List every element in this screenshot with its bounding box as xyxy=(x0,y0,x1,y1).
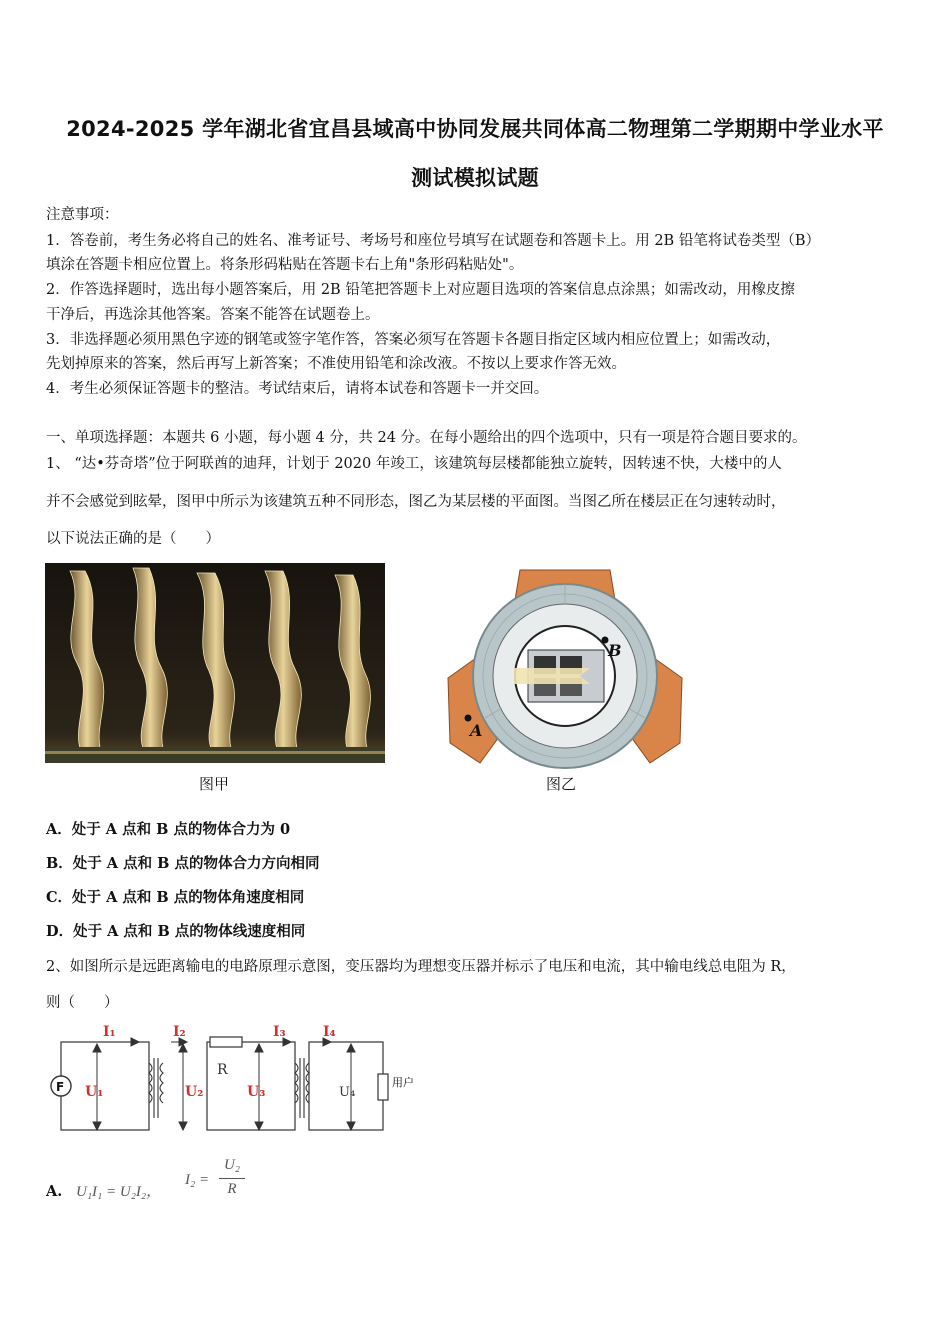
fraction-bar xyxy=(219,1178,245,1179)
q1-option-a[interactable]: A．处于 A 点和 B 点的物体合力为 0 xyxy=(46,821,291,838)
q1-text: 以下说法正确的是（ ） xyxy=(46,531,220,547)
notice-line: 干净后，再选涂其他答案。答案不能答在试题卷上。 xyxy=(46,307,380,323)
current-i2: I₂ xyxy=(173,1024,186,1040)
generator-label: F xyxy=(56,1080,65,1094)
tower-photo xyxy=(45,563,385,763)
title-line-1: 2024-2025 学年湖北省宜昌县域高中协同发展共同体高二物理第二学期期中学业水平 xyxy=(66,117,884,141)
section-heading: 一、单项选择题：本题共 6 小题，每小题 4 分，共 24 分。在每小题给出的四个选项中，只有一项是符合题目要求的。 xyxy=(46,430,807,446)
notice-line: 填涂在答题卡相应位置上。将条形码粘贴在答题卡右上角"条形码粘贴处"。 xyxy=(46,257,524,273)
q2-option-a-numerator: U₂ xyxy=(223,1157,241,1173)
q1-option-c[interactable]: C．处于 A 点和 B 点的物体角速度相同 xyxy=(46,889,305,906)
resistor-label: R xyxy=(217,1062,228,1078)
notice-line: 2．作答选择题时，选出每小题答案后，用 2B 铅笔把答题卡上对应题目选项的答案信息点涂黑；如需改动，用橡皮擦 xyxy=(46,282,795,298)
q1-option-b[interactable]: B．处于 A 点和 B 点的物体合力方向相同 xyxy=(46,855,320,872)
q2-text: 2、如图所示是远距离输电的电路原理示意图，变压器均为理想变压器并标示了电压和电流，其中输电线总电阻为 R， xyxy=(46,959,796,975)
user-label: 用户 xyxy=(392,1076,414,1089)
notice-line: 3．非选择题必须用黑色字迹的钢笔或签字笔作答，答案必须写在答题卡各题目指定区域内相应位置上；如需改动， xyxy=(46,332,781,348)
notice-heading: 注意事项： xyxy=(46,207,119,223)
floor-plan xyxy=(440,558,690,773)
q1-option-d[interactable]: D．处于 A 点和 B 点的物体线速度相同 xyxy=(46,923,306,940)
q2-option-a-formula2-lhs: I₂ = xyxy=(185,1172,210,1188)
circuit-diagram xyxy=(45,1018,415,1138)
fig-a-caption: 图甲 xyxy=(199,775,230,793)
notice-line: 1．答卷前，考生务必将自己的姓名、准考证号、考场号和座位号填写在试题卷和答题卡上。用 2B 铅笔将试卷类型（B） xyxy=(46,233,820,249)
q2-option-a-formula1: U₁I₁ = U₂I₂， xyxy=(76,1184,162,1200)
notice-line: 先划掉原来的答案，然后再写上新答案；不准使用铅笔和涂改液。不按以上要求作答无效。 xyxy=(46,356,626,372)
title-line-2: 测试模拟试题 xyxy=(411,166,539,190)
point-b-label: B xyxy=(608,641,622,660)
current-i1: I₁ xyxy=(103,1024,116,1040)
voltage-u2: U₂ xyxy=(185,1084,204,1100)
q1-text: 并不会感觉到眩晕，图甲中所示为该建筑五种不同形态，图乙为某层楼的平面图。当图乙所在楼层正在匀速转动时， xyxy=(46,494,786,510)
current-i4: I₄ xyxy=(323,1024,336,1040)
q1-text: 1、 “达•芬奇塔”位于阿联酋的迪拜，计划于 2020 年竣工，该建筑每层楼都能独立旋转，因转速不快，大楼中的人 xyxy=(46,456,782,472)
voltage-u4: U₄ xyxy=(339,1085,356,1100)
fig-b-caption: 图乙 xyxy=(546,775,577,793)
current-i3: I₃ xyxy=(273,1024,286,1040)
q2-text: 则（ ） xyxy=(46,995,119,1011)
voltage-u3: U₃ xyxy=(247,1084,266,1100)
point-a-label: A xyxy=(470,721,483,740)
q2-option-a-denominator: R xyxy=(227,1181,237,1197)
voltage-u1: U₁ xyxy=(85,1084,104,1100)
notice-line: 4．考生必须保证答题卡的整洁。考试结束后，请将本试卷和答题卡一并交回。 xyxy=(46,381,549,397)
q2-option-a-label[interactable]: A. xyxy=(46,1183,63,1200)
